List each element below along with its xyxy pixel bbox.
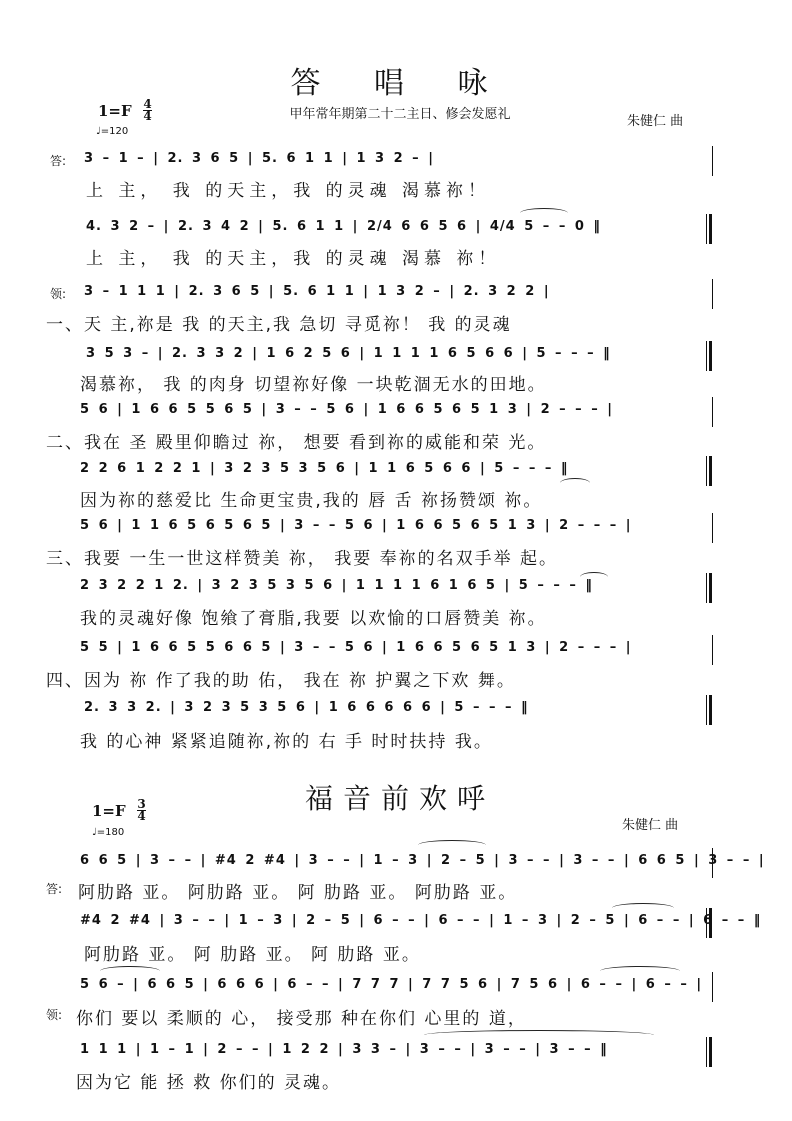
notation-line: 6 6 5 | 3 – – | #4 2 #4 | 3 – – | 1 – 3 | 2 – 5 | 3 – – | 3 – – | 6 6 5 | 3 – – | [80,853,765,868]
song1-composer: 朱健仁 曲 [627,114,684,129]
lyric-line: 一、天 主,祢是 我 的天主,我 急切 寻觅祢！ 我 的灵魂 [46,315,512,335]
barline [712,146,713,176]
lyric-line: 三、我要 一生一世这样赞美 祢， 我要 奉祢的名双手举 起。 [46,549,559,569]
song1-subtitle: 甲年常年期第二十二主日、修会发愿礼 [289,107,511,122]
slur [600,966,680,976]
final-barline [706,908,712,938]
notation-line: 5 5 | 1 6 6 5 5 6 6 5 | 3 – – 5 6 | 1 6 6 5 6 5 1 3 | 2 – – – | [80,640,632,655]
song2-tempo: ♩=180 [92,827,125,838]
final-barline [706,1037,712,1067]
song2-meter-bottom: 4 [137,809,146,823]
lead-label: 领: [50,287,67,301]
lyric-line: 因为它 能 拯 救 你们的 灵魂。 [76,1073,342,1093]
notation-line: 5 6 | 1 1 6 5 6 5 6 5 | 3 – – 5 6 | 1 6 6 5 6 5 1 3 | 2 – – – | [80,518,632,533]
song1-meter [143,99,152,122]
lyric-line: 上 主， 我 的天主，我 的灵魂 渴慕祢！ [86,181,491,201]
song2-composer: 朱健仁 曲 [622,818,679,833]
notation-line: #4 2 #4 | 3 – – | 1 – 3 | 2 – 5 | 6 – – | 6 – – | 1 – 3 | 2 – 5 | 6 – – | 6 – – ‖ [80,913,762,928]
slur [612,903,674,913]
song2-title: 福音前欢呼 [304,782,495,815]
notation-line: 5 6 – | 6 6 5 | 6 6 6 | 6 – – | 7 7 7 | 7 7 5 6 | 7 5 6 | 6 – – | 6 – – | [80,977,703,992]
notation-line: 1 1 1 | 1 – 1 | 2 – – | 1 2 2 | 3 3 – | 3 – – | 3 – – | 3 – – ‖ [80,1042,608,1057]
lyric-line: 阿肋路 亚。 阿肋路 亚。 阿 肋路 亚。 阿肋路 亚。 [78,883,518,903]
song1-meter-top: 4 [143,97,152,111]
lyric-line: 我 的心神 紧紧追随祢,祢的 右 手 时时扶持 我。 [80,732,493,752]
song1-key: 1=F [98,102,132,120]
lyric-line: 阿肋路 亚。 阿 肋路 亚。 阿 肋路 亚。 [84,945,421,965]
notation-line: 5 6 | 1 6 6 5 5 6 5 | 3 – – 5 6 | 1 6 6 5 6 5 1 3 | 2 – – – | [80,402,613,417]
lyric-line: 二、我在 圣 殿里仰瞻过 祢， 想要 看到祢的威能和荣 光。 [46,433,547,453]
final-barline [706,573,712,603]
barline [712,848,713,878]
slur [100,966,160,976]
final-barline [706,695,712,725]
barline [712,397,713,427]
notation-line: 3 – 1 1 1 | 2. 3 6 5 | 5. 6 1 1 | 1 3 2 – | 2. 3 2 2 | [84,284,550,299]
response-label: 答: [46,882,63,896]
song1-meter-bottom: 4 [143,109,152,123]
lead-label: 领: [46,1008,63,1022]
slur [520,208,568,218]
response-label: 答: [50,154,67,168]
lyric-line: 四、因为 祢 作了我的助 佑， 我在 祢 护翼之下欢 舞。 [46,671,516,691]
song2-meter [137,799,146,822]
final-barline [706,214,712,244]
barline [712,635,713,665]
slur [560,478,590,488]
notation-line: 2 2 6 1 2 2 1 | 3 2 3 5 3 5 6 | 1 1 6 5 6 6 | 5 – – – ‖ [80,461,569,476]
song1-tempo: ♩=120 [96,126,129,137]
slur [580,572,608,582]
barline [712,513,713,543]
song2-key: 1=F [92,802,126,820]
lyric-line: 我的灵魂好像 饱飨了膏脂,我要 以欢愉的口唇赞美 祢。 [80,609,547,629]
slur [424,1030,654,1040]
lyric-line: 渴慕祢， 我 的肉身 切望祢好像 一块乾涸无水的田地。 [80,375,547,395]
barline [712,279,713,309]
final-barline [706,456,712,486]
notation-line: 3 5 3 – | 2. 3 3 2 | 1 6 2 5 6 | 1 1 1 1 6 5 6 6 | 5 – – – ‖ [86,346,611,361]
lyric-line: 你们 要以 柔顺的 心， 接受那 种在你们 心里的 道， [76,1009,527,1029]
slur [418,840,486,850]
notation-line: 3 – 1 – | 2. 3 6 5 | 5. 6 1 1 | 1 3 2 – | [84,151,434,166]
barline [712,972,713,1002]
notation-line: 2. 3 3 2. | 3 2 3 5 3 5 6 | 1 6 6 6 6 6 | 5 – – – ‖ [84,700,529,715]
notation-line: 2 3 2 2 1 2. | 3 2 3 5 3 5 6 | 1 1 1 1 6 1 6 5 | 5 – – – ‖ [80,578,593,593]
final-barline [706,341,712,371]
notation-line: 4. 3 2 – | 2. 3 4 2 | 5. 6 1 1 | 2/4 6 6 5 6 | 4/4 5 – – 0 ‖ [86,219,601,234]
lyric-line: 因为祢的慈爱比 生命更宝贵,我的 唇 舌 祢扬赞颂 祢。 [80,491,543,511]
lyric-line: 上 主， 我 的天主，我 的灵魂 渴慕 祢！ [86,249,501,269]
song2-meter-top: 3 [137,797,146,811]
song1-title: 答 唱 咏 [290,66,510,101]
